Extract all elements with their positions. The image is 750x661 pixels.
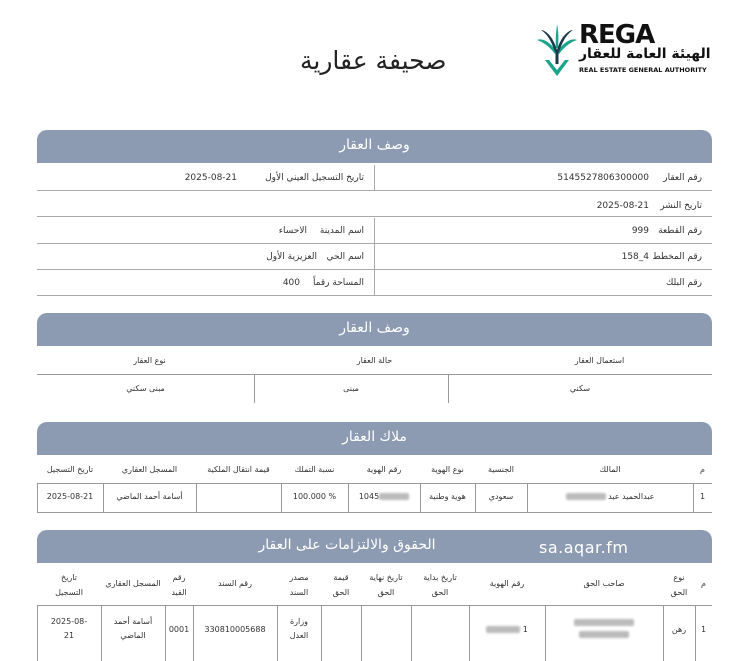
- redacted: [566, 493, 606, 500]
- header-deed-number: رقم السند: [218, 579, 252, 588]
- property-type-table: [37, 346, 712, 403]
- watermark: sa.aqar.fm: [539, 538, 629, 557]
- section-rights: [37, 530, 712, 563]
- owner-registrar: أسامة أحمد الماضي: [116, 492, 183, 501]
- redacted: [579, 631, 629, 638]
- header-line: تاريخ: [61, 573, 77, 582]
- header-line: تاريخ نهاية: [369, 573, 403, 582]
- logo-arabic-name: الهيئة العامة للعقار: [579, 46, 711, 62]
- logo-name: REGA: [579, 20, 655, 50]
- header-line: الحق: [431, 588, 449, 597]
- section-title: وصف العقار: [339, 320, 410, 336]
- header-nationality: الجنسية: [487, 465, 515, 474]
- section-property-description: [37, 130, 712, 163]
- header-right-type: [663, 573, 695, 597]
- section-title: وصف العقار: [339, 137, 410, 153]
- header-line: الحق: [377, 588, 395, 597]
- rega-palm-icon: [535, 22, 579, 78]
- owner-ownership: 100.000 %: [292, 492, 337, 501]
- value: 400: [282, 278, 300, 288]
- redacted: [574, 619, 634, 626]
- header-id-type: نوع الهوية: [431, 465, 464, 474]
- section-title: الحقوق والالتزامات على العقار: [258, 537, 436, 553]
- value: 158_4: [621, 252, 649, 262]
- owner-nationality: سعودي: [488, 492, 514, 501]
- value-status: مبنى: [343, 384, 359, 393]
- owner-name-text: عبدالحميد عبد: [608, 492, 655, 501]
- value-line: أسامة أحمد: [113, 617, 153, 626]
- header-line: نوع: [673, 573, 685, 582]
- header-line: تاريخ بداية: [423, 573, 457, 582]
- right-type: رهن: [671, 625, 687, 634]
- value-type: مبنى سكني: [126, 384, 165, 393]
- value: الاحساء: [278, 226, 307, 236]
- header-index: م: [701, 579, 706, 588]
- value-line: العدل: [289, 631, 309, 640]
- section-owners: [37, 422, 712, 455]
- label: اسم الحي: [326, 252, 364, 262]
- rights-table: [37, 563, 712, 661]
- label: رقم العقار: [663, 173, 702, 183]
- header-line: التسجيل: [55, 588, 83, 597]
- header-line: قيمة: [333, 573, 349, 582]
- header-transfer-value: قيمة انتقال الملكية: [207, 465, 270, 474]
- right-index: 1: [700, 625, 707, 634]
- redacted: [486, 626, 520, 633]
- value-line: وزارة: [289, 617, 308, 626]
- header-source: [277, 573, 321, 597]
- value: العزيزية الأول: [266, 252, 317, 262]
- label: رقم القطعة: [658, 226, 702, 236]
- value-line: 21: [63, 631, 75, 640]
- header-index: م: [700, 465, 705, 474]
- header-ownership: نسبة التملك: [294, 465, 335, 474]
- value: 999: [631, 226, 649, 236]
- right-deed-number: 330810005688: [204, 625, 266, 634]
- header-line: السند: [289, 588, 309, 597]
- header-line: مصدر: [289, 573, 309, 582]
- rega-logo: [535, 20, 720, 80]
- header-usage: استعمال العقار: [574, 356, 625, 365]
- value-line: الماضي: [120, 631, 146, 640]
- header-status: حالة العقار: [356, 356, 393, 365]
- value-usage: سكني: [569, 384, 591, 393]
- section-title: ملاك العقار: [342, 429, 407, 445]
- header-date: [37, 573, 101, 597]
- label: المساحة رقماً: [312, 278, 364, 288]
- owner-id-type: هوية وطنية: [429, 492, 466, 501]
- header-end-date: [361, 573, 411, 597]
- info-row: [37, 191, 712, 217]
- info-row: [37, 218, 712, 244]
- label: اسم المدينة: [319, 226, 364, 236]
- header-start-date: [411, 573, 469, 597]
- right-id-number-text: 1: [522, 625, 528, 634]
- header-registrar: المسجل العقاري: [121, 465, 178, 474]
- value: 2025-08-21: [596, 201, 649, 211]
- right-date: [37, 617, 101, 640]
- value: 5145527806300000: [557, 173, 649, 183]
- label: تاريخ النشر: [660, 201, 702, 211]
- header-date: تاريخ التسجيل: [46, 465, 94, 474]
- owner-name: [527, 492, 693, 501]
- label: رقم البلك: [665, 278, 702, 288]
- header-right-owner: صاحب الحق: [583, 579, 625, 588]
- header-line: القيد: [171, 588, 187, 597]
- page-title: صحيفة عقارية: [300, 46, 447, 75]
- owners-table: [37, 455, 712, 513]
- info-row: [37, 270, 712, 296]
- info-row: [37, 244, 712, 270]
- header-owner: المالك: [599, 465, 621, 474]
- header-record-number: [165, 573, 193, 597]
- header-registrar: المسجل العقاري: [105, 579, 161, 588]
- right-record-number: 0001: [168, 625, 190, 634]
- header-line: الحق: [332, 588, 350, 597]
- header-line: رقم: [172, 573, 186, 582]
- right-source: [277, 617, 321, 640]
- header-id-number: رقم الهوية: [489, 579, 525, 588]
- owner-id-number: [348, 492, 420, 501]
- redacted: [379, 493, 409, 500]
- info-row: [37, 165, 712, 191]
- right-owner: [545, 618, 663, 638]
- logo-english-name: REAL ESTATE GENERAL AUTHORITY: [579, 66, 707, 74]
- label: رقم المخطط: [652, 252, 702, 262]
- value: 2025-08-21: [184, 173, 237, 183]
- header-type: نوع العقار: [133, 356, 166, 365]
- owner-date: 2025-08-21: [46, 492, 94, 501]
- label: تاريخ التسجيل العيني الأول: [265, 173, 364, 183]
- header-line: الحق: [670, 588, 688, 597]
- right-registrar: [101, 617, 165, 640]
- header-value: [321, 573, 361, 597]
- value-line: 2025-08-: [50, 617, 88, 626]
- owner-id-number-text: 1045: [358, 492, 380, 501]
- owner-index: 1: [699, 492, 706, 501]
- header-id-number: رقم الهوية: [366, 465, 402, 474]
- section-property-type: [37, 313, 712, 346]
- right-id-number: [469, 625, 545, 634]
